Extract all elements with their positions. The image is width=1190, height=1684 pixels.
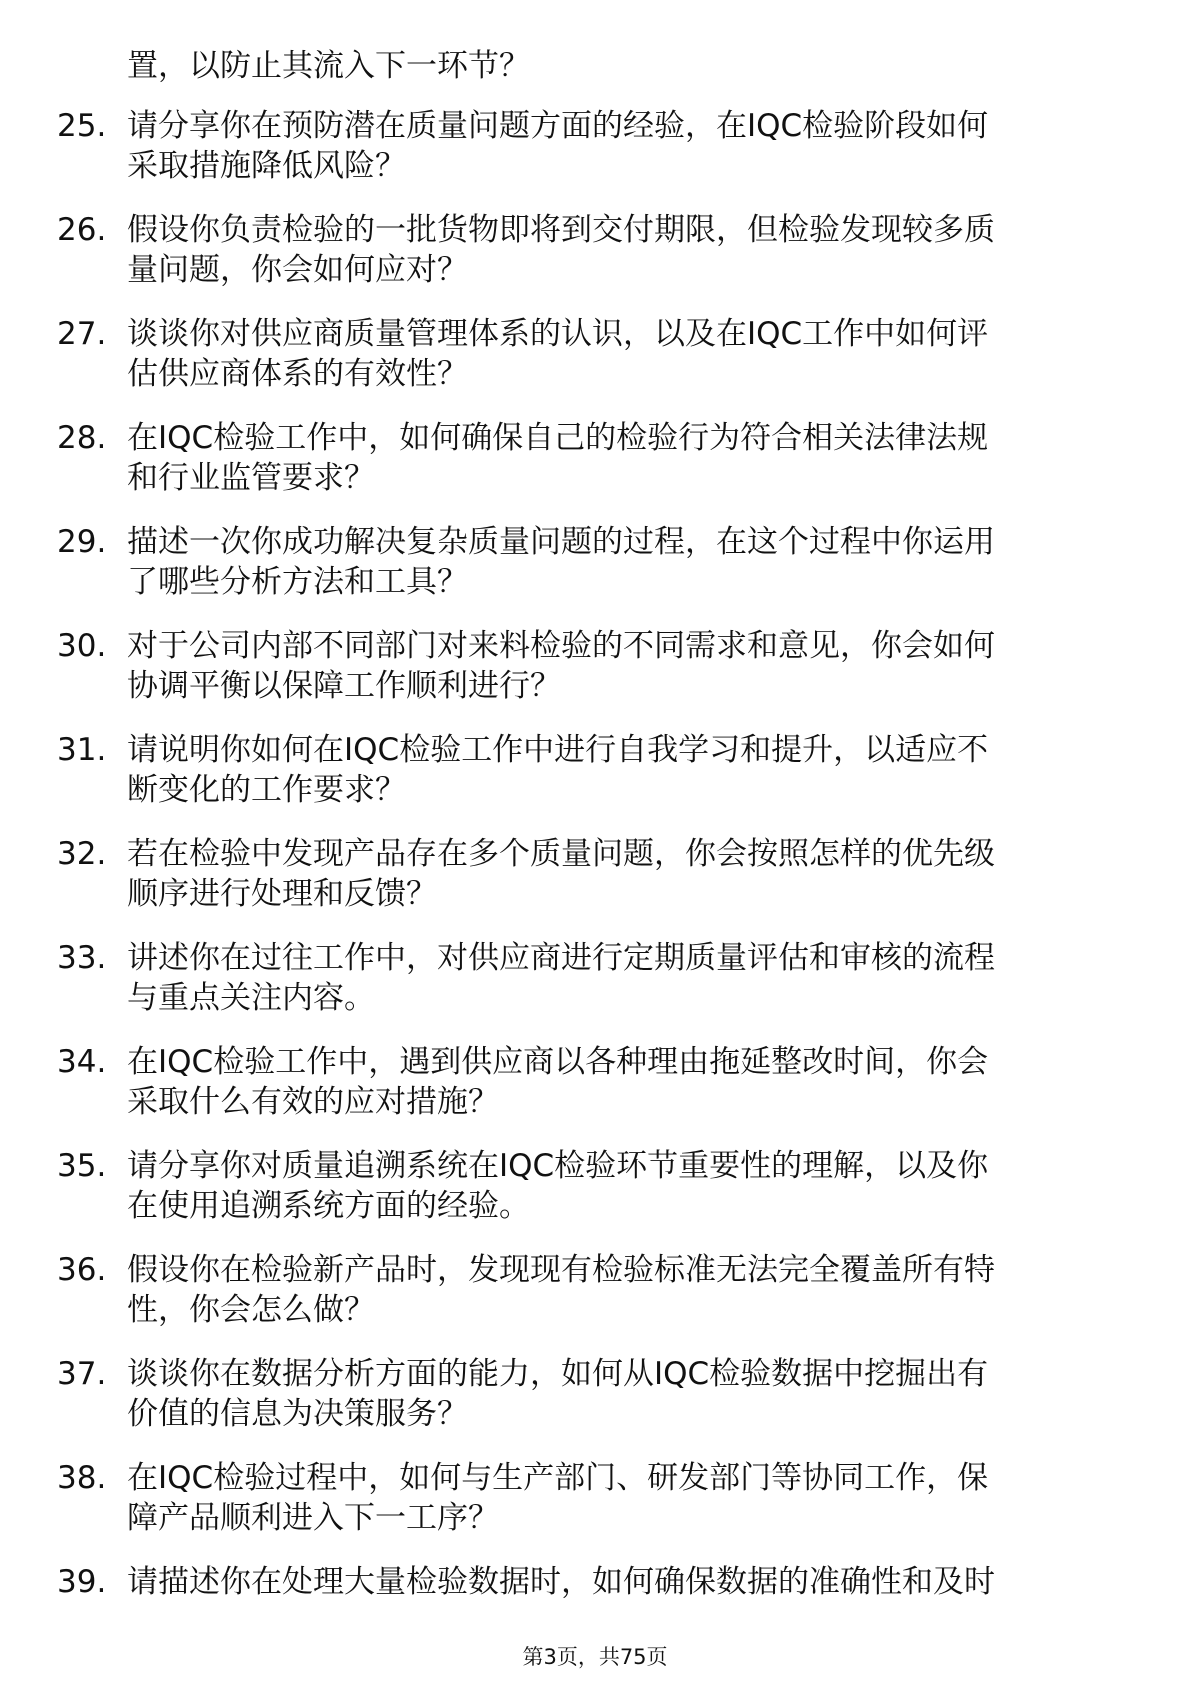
question-line: 在IQC检验工作中，遇到供应商以各种理由拖延整改时间，你会 <box>127 1044 989 1080</box>
question-number: 33. <box>57 940 107 976</box>
question-line: 协调平衡以保障工作顺利进行？ <box>127 668 561 704</box>
question-text <box>127 522 1107 602</box>
question-text <box>127 834 1107 914</box>
question-number: 27. <box>57 316 107 352</box>
question-number: 32. <box>57 836 107 872</box>
question-line: 和行业监管要求？ <box>127 460 375 496</box>
question-line: 障产品顺利进入下一工序？ <box>127 1500 499 1536</box>
continuation-text: 置，以防止其流入下一环节？ <box>127 48 530 84</box>
question-line: 请分享你对质量追溯系统在IQC检验环节重要性的理解，以及你 <box>127 1148 989 1184</box>
question-item <box>0 418 1190 522</box>
question-item <box>0 1146 1190 1250</box>
question-item <box>0 210 1190 314</box>
question-number: 30. <box>57 628 107 664</box>
question-line: 估供应商体系的有效性？ <box>127 356 468 392</box>
question-number: 34. <box>57 1044 107 1080</box>
question-text <box>127 626 1107 706</box>
question-number: 26. <box>57 212 107 248</box>
question-line: 谈谈你对供应商质量管理体系的认识，以及在IQC工作中如何评 <box>127 316 989 352</box>
question-line: 描述一次你成功解决复杂质量问题的过程，在这个过程中你运用 <box>127 524 995 560</box>
question-number: 28. <box>57 420 107 456</box>
question-line: 采取措施降低风险？ <box>127 148 406 184</box>
question-text <box>127 1354 1107 1434</box>
question-number: 37. <box>57 1356 107 1392</box>
question-line: 谈谈你在数据分析方面的能力，如何从IQC检验数据中挖掘出有 <box>127 1356 989 1392</box>
page-footer: 第3页，共75页 <box>522 1645 668 1669</box>
question-item <box>0 106 1190 210</box>
question-text <box>127 730 1107 810</box>
question-line: 了哪些分析方法和工具？ <box>127 564 468 600</box>
question-line: 在IQC检验过程中，如何与生产部门、研发部门等协同工作，保 <box>127 1460 989 1496</box>
question-number: 36. <box>57 1252 107 1288</box>
question-number: 31. <box>57 732 107 768</box>
question-line: 在使用追溯系统方面的经验。 <box>127 1188 530 1224</box>
question-line: 请描述你在处理大量检验数据时，如何确保数据的准确性和及时 <box>127 1564 995 1600</box>
question-text <box>127 210 1107 290</box>
question-line: 假设你负责检验的一批货物即将到交付期限，但检验发现较多质 <box>127 212 995 248</box>
question-line: 采取什么有效的应对措施？ <box>127 1084 499 1120</box>
question-line: 请分享你在预防潜在质量问题方面的经验，在IQC检验阶段如何 <box>127 108 989 144</box>
question-item <box>0 522 1190 626</box>
question-item <box>0 1354 1190 1458</box>
question-line: 在IQC检验工作中，如何确保自己的检验行为符合相关法律法规 <box>127 420 989 456</box>
question-item <box>0 1250 1190 1354</box>
question-line: 假设你在检验新产品时，发现现有检验标准无法完全覆盖所有特 <box>127 1252 995 1288</box>
question-number: 39. <box>57 1564 107 1600</box>
question-line: 讲述你在过往工作中，对供应商进行定期质量评估和审核的流程 <box>127 940 995 976</box>
question-text <box>127 938 1107 1018</box>
question-list <box>0 106 1190 1666</box>
question-item <box>0 1042 1190 1146</box>
question-number: 29. <box>57 524 107 560</box>
question-number: 35. <box>57 1148 107 1184</box>
question-line: 与重点关注内容。 <box>127 980 375 1016</box>
question-text <box>127 418 1107 498</box>
question-item <box>0 730 1190 834</box>
question-line: 请说明你如何在IQC检验工作中进行自我学习和提升，以适应不 <box>127 732 989 768</box>
question-number: 25. <box>57 108 107 144</box>
question-line: 断变化的工作要求？ <box>127 772 406 808</box>
question-item <box>0 626 1190 730</box>
question-text <box>127 1146 1107 1226</box>
question-text <box>127 1562 1107 1602</box>
question-text <box>127 1458 1107 1538</box>
question-text <box>127 1042 1107 1122</box>
question-line: 顺序进行处理和反馈？ <box>127 876 437 912</box>
question-line: 量问题，你会如何应对？ <box>127 252 468 288</box>
question-text <box>127 314 1107 394</box>
question-number: 38. <box>57 1460 107 1496</box>
question-line: 价值的信息为决策服务？ <box>127 1396 468 1432</box>
question-line: 性，你会怎么做？ <box>127 1292 375 1328</box>
question-item <box>0 834 1190 938</box>
question-item <box>0 314 1190 418</box>
question-item <box>0 938 1190 1042</box>
question-item <box>0 1458 1190 1562</box>
question-text <box>127 1250 1107 1330</box>
question-line: 对于公司内部不同部门对来料检验的不同需求和意见，你会如何 <box>127 628 995 664</box>
question-text <box>127 106 1107 186</box>
question-line: 若在检验中发现产品存在多个质量问题，你会按照怎样的优先级 <box>127 836 995 872</box>
